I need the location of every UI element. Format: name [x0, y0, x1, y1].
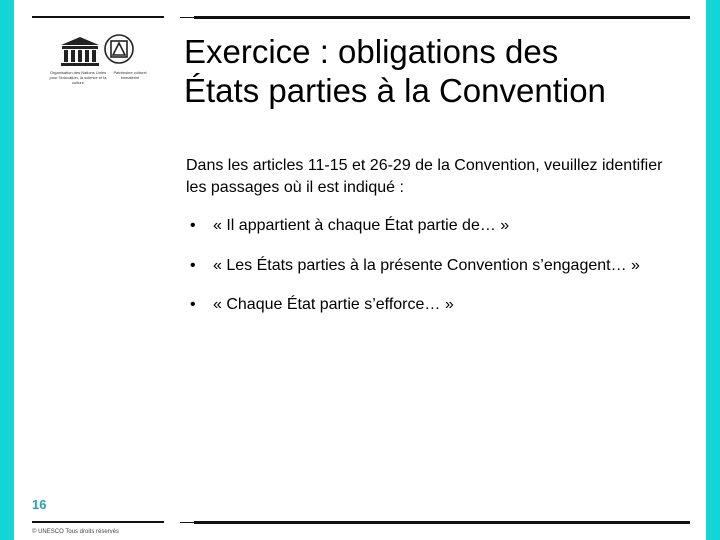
title-line-1: Exercice : obligations des — [184, 33, 559, 70]
right-edge-bar — [706, 0, 720, 540]
title-line-2: États parties à la Convention — [184, 72, 606, 109]
bullet-item — [186, 214, 686, 237]
intro-text: Dans les articles 11-15 et 26-29 de la Convention, veuillez identifier les passages où il est indiqué : — [186, 157, 663, 196]
bullet-text: « Les États parties à la présente Convention s’engagent… » — [213, 257, 640, 274]
logo-organisation-text: Organisation des Nations Unies pour l’éducation, la science et la culture — [49, 70, 107, 85]
unesco-logo — [40, 30, 164, 96]
page-number: 16 — [32, 497, 47, 512]
bullet-marker: • — [190, 296, 196, 313]
bottom-divider-tick — [180, 522, 194, 523]
bullet-marker: • — [190, 217, 196, 234]
bottom-divider-main — [194, 521, 690, 524]
top-divider-main — [194, 16, 690, 19]
bullet-item — [186, 293, 686, 316]
slide-title — [184, 32, 694, 110]
top-divider-tick — [180, 17, 194, 18]
bottom-divider-left — [32, 521, 164, 523]
intangible-heritage-icon — [102, 32, 136, 66]
bullet-item — [186, 254, 686, 277]
bullet-text: « Il appartient à chaque État partie de… » — [213, 217, 510, 234]
left-edge-bar — [0, 0, 14, 540]
copyright-notice: © UNESCO Tous droits réservés — [32, 529, 120, 535]
logo-heritage-text: Patrimoine culturel immatériel — [113, 70, 147, 80]
bullet-text: « Chaque État partie s’efforce… » — [213, 296, 454, 313]
bullet-list — [186, 214, 686, 316]
top-divider-left — [32, 16, 164, 18]
unesco-temple-icon — [58, 36, 102, 68]
bullet-marker: • — [190, 257, 196, 274]
